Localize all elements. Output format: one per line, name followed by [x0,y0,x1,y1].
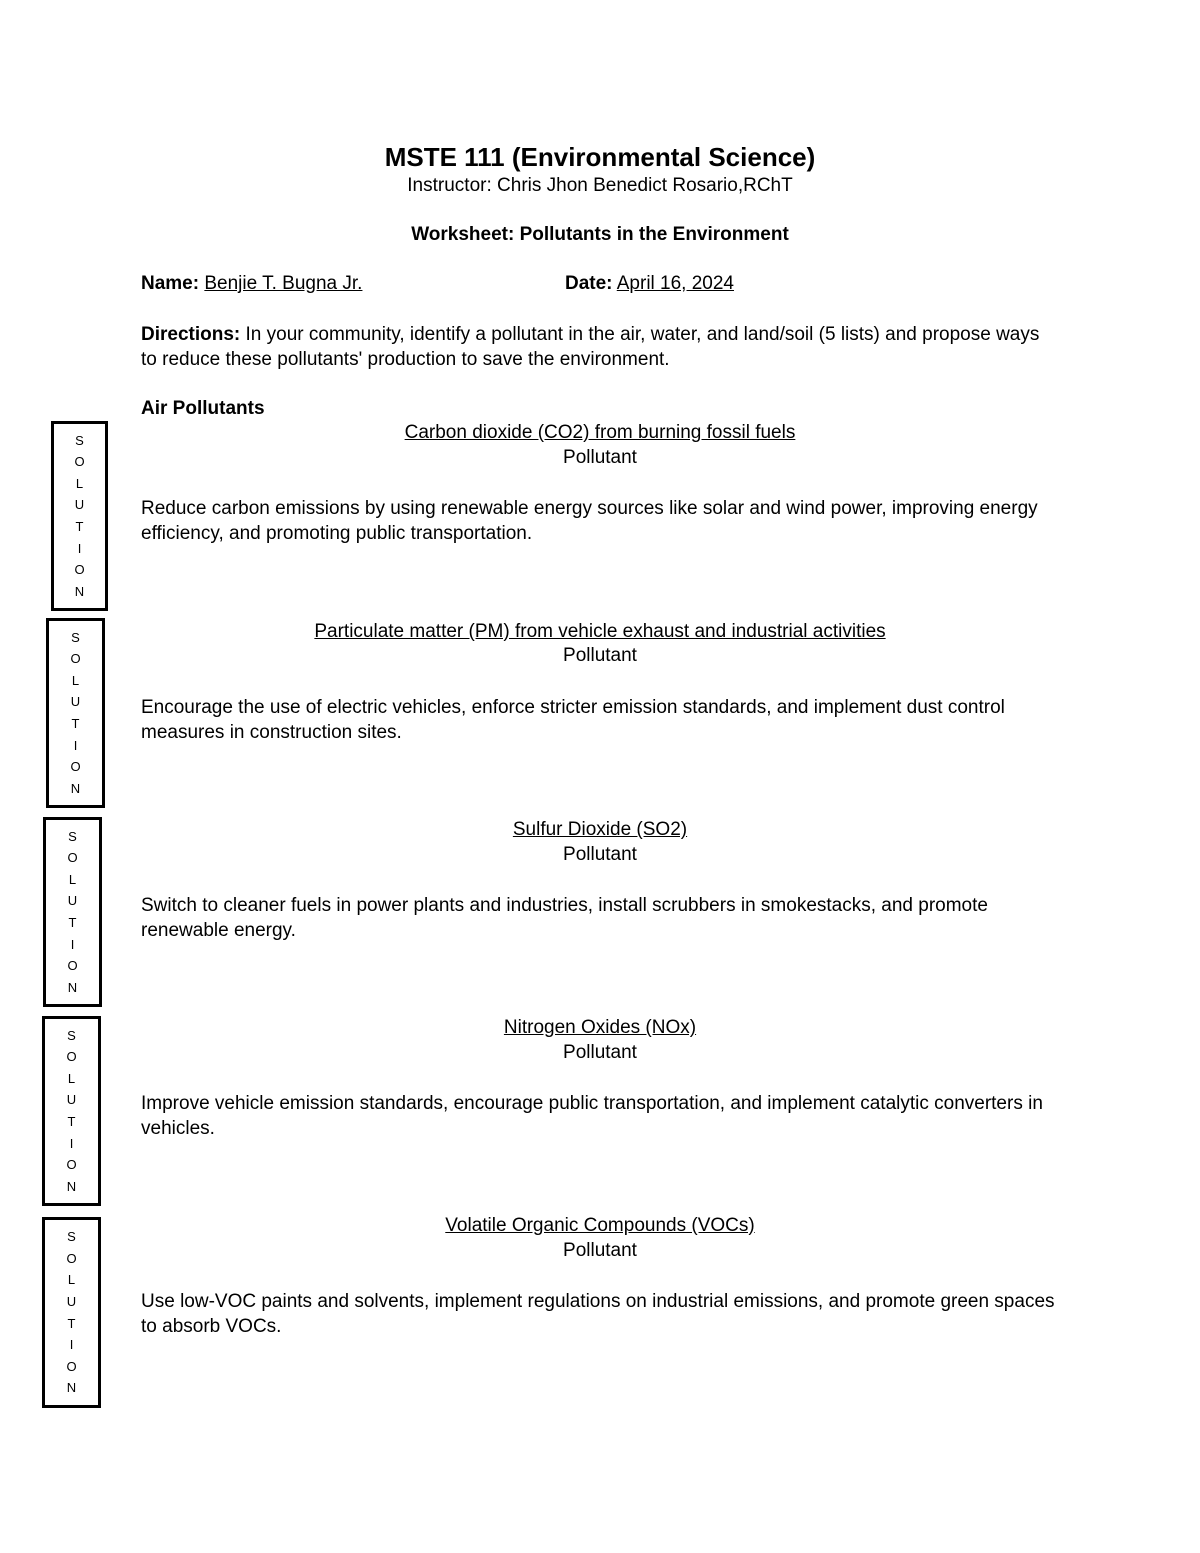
pollutant-caption: Pollutant [563,844,637,865]
solution-letter: T [68,915,77,930]
solution-letter: O [70,759,81,775]
solution-letter: L [75,475,84,491]
solution-letter: I [69,1135,74,1151]
course-title: MSTE 111 (Environmental Science) [384,142,816,172]
solution-text: Improve vehicle emission standards, encourage public transportation, and implement catalytic converters in vehicles. [141,1093,1043,1139]
solution-text: Encourage the use of electric vehicles, enforce stricter emission standards, and implement dust control measures in construction sites. [141,697,1005,743]
section-heading: Air Pollutants [141,398,265,419]
solution-letter: U [66,1293,77,1309]
solution-letter: O [66,1157,77,1173]
solution-letter: U [74,497,85,513]
name-label: Name: [141,273,200,294]
solution-letter: N [66,1380,77,1396]
solution-letter: L [67,1272,76,1288]
solution-letter: N [74,583,85,599]
solution-letter: I [69,1337,74,1353]
solution-letter: S [68,828,77,844]
solution-letter: L [71,672,80,688]
pollutant-caption: Pollutant [563,1240,637,1261]
pollutant-name-text: Volatile Organic Compounds (VOCs) [445,1215,755,1236]
solution-letter: T [71,716,80,731]
solution-letter: U [70,694,81,710]
solution-letter: O [66,1049,77,1065]
directions-label: Directions: [141,324,241,345]
directions-paragraph [141,322,1041,372]
solution-letter: N [67,979,78,995]
pollutant-caption: Pollutant [563,447,637,468]
solution-letter: O [66,1250,77,1266]
solution-letter: U [67,893,78,909]
date-value: April 16, 2024 [616,273,734,294]
date-label: Date: [565,273,613,294]
solution-letter: S [67,1229,76,1245]
solution-letter: L [68,871,77,887]
solution-letter: T [67,1114,76,1129]
solution-letter: O [74,454,85,470]
directions-text: In your community, identify a pollutant in the air, water, and land/soil (5 lists) and propose ways to reduce these pollutants' production to save the environment. [141,324,1040,370]
solution-letter: S [75,432,84,448]
solution-letter: N [70,780,81,796]
pollutant-name-text: Particulate matter (PM) from vehicle exhaust and industrial activities [314,621,886,642]
solution-letter: I [70,936,75,952]
pollutant-name-text: Nitrogen Oxides (NOx) [503,1017,697,1038]
pollutant-name [0,620,1200,644]
instructor-line: Instructor: Chris Jhon Benedict Rosario,RChT [407,175,793,196]
date-field [565,272,734,296]
solution-letter: I [77,540,82,556]
solution-letter: O [70,651,81,667]
solution-letter: S [67,1027,76,1043]
solution-text: Use low-VOC paints and solvents, implement regulations on industrial emissions, and promote green spaces to absorb VOCs. [141,1291,1055,1337]
solution-letter: N [66,1178,77,1194]
solution-letter: O [67,958,78,974]
worksheet-title: Worksheet: Pollutants in the Environment [411,224,789,245]
pollutant-name-text: Carbon dioxide (CO2) from burning fossil fuels [404,422,796,443]
pollutant-caption: Pollutant [563,645,637,666]
solution-letter: S [71,629,80,645]
pollutant-name [0,818,1200,842]
solution-text: Switch to cleaner fuels in power plants and industries, install scrubbers in smokestacks, and promote renewable energy. [141,895,988,941]
pollutant-name [0,421,1200,445]
solution-letter: O [67,850,78,866]
solution-letter: T [75,519,84,534]
name-value: Benjie T. Bugna Jr. [204,273,363,294]
pollutant-name [0,1214,1200,1238]
solution-letter: I [73,737,78,753]
pollutant-name-text: Sulfur Dioxide (SO2) [512,819,688,840]
solution-letter: U [66,1092,77,1108]
solution-letter: O [74,562,85,578]
solution-letter: O [66,1358,77,1374]
solution-letter: L [67,1070,76,1086]
solution-text: Reduce carbon emissions by using renewable energy sources like solar and wind power, improving energy efficiency, and promoting public transportation. [141,498,1038,544]
name-field [141,272,362,296]
pollutant-name [0,1016,1200,1040]
solution-letter: T [67,1315,76,1331]
pollutant-caption: Pollutant [563,1042,637,1063]
